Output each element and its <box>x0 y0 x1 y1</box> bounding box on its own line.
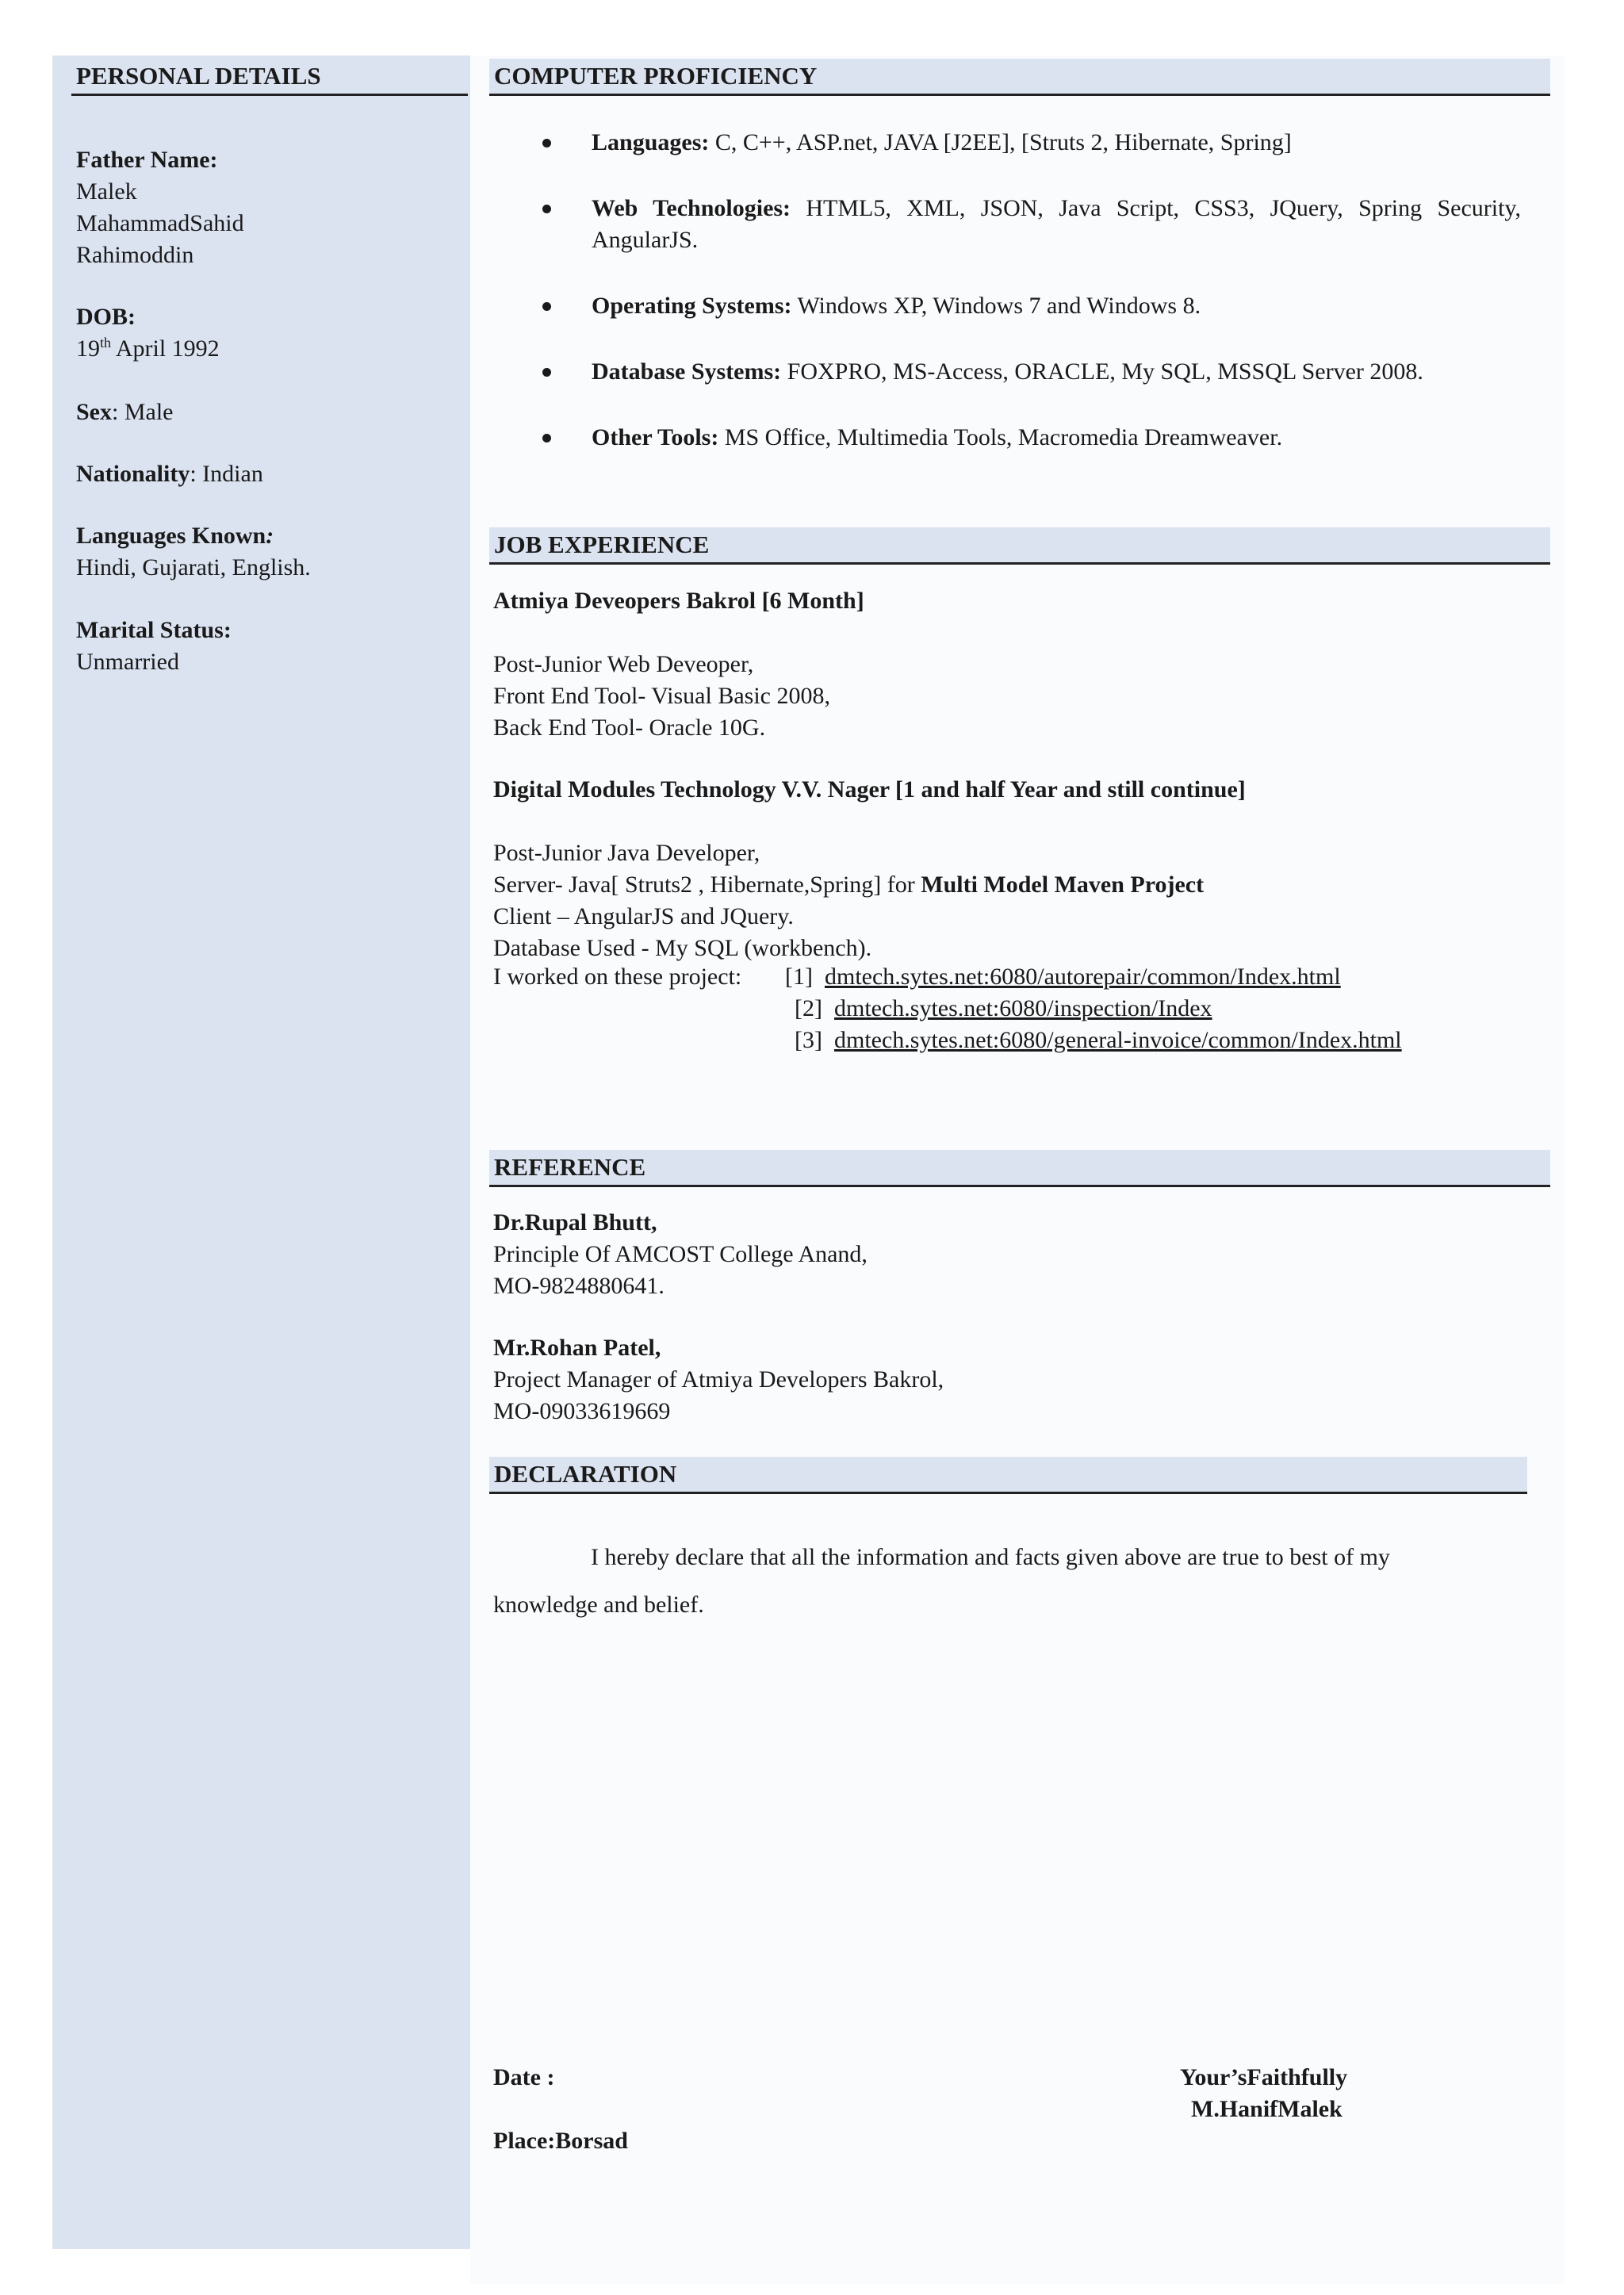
project-link[interactable]: dmtech.sytes.net:6080/autorepair/common/Index.html <box>824 964 1341 990</box>
dob-block <box>76 301 457 365</box>
bullet-icon <box>542 139 551 148</box>
proficiency-label: Languages: <box>592 129 710 155</box>
bullet-icon <box>542 302 551 311</box>
reference-header: REFERENCE <box>489 1150 1550 1187</box>
reference-2-line: MO-09033619669 <box>493 1398 671 1424</box>
bullet-icon <box>542 368 551 377</box>
dob-suffix: th <box>100 335 112 351</box>
proficiency-value: FOXPRO, MS-Access, ORACLE, My SQL, MSSQL Server 2008. <box>781 358 1423 385</box>
reference-2-name: Mr.Rohan Patel, <box>493 1335 661 1361</box>
father-name-line: MahammadSahid <box>76 210 244 236</box>
closing-text: Your’sFaithfully <box>1180 2064 1348 2090</box>
project-link-row <box>795 993 1212 1025</box>
bullet-icon <box>542 205 551 213</box>
proficiency-item <box>493 356 1521 388</box>
languages-known-block <box>76 520 457 584</box>
proficiency-item <box>493 193 1521 256</box>
reference-1-line: Principle Of AMCOST College Anand, <box>493 1241 868 1267</box>
proficiency-label: Operating Systems: <box>592 293 792 319</box>
reference-1-name: Dr.Rupal Bhutt, <box>493 1209 657 1236</box>
proficiency-item <box>493 290 1521 322</box>
marital-status-value: Unmarried <box>76 649 179 675</box>
job-1-title: Atmiya Deveopers Bakrol [6 Month] <box>493 588 864 614</box>
dob-value <box>76 333 457 365</box>
proficiency-label: Database Systems: <box>592 358 782 385</box>
reference-1-line: MO-9824880641. <box>493 1273 665 1299</box>
proficiency-list <box>493 127 1521 488</box>
project-link[interactable]: dmtech.sytes.net:6080/general-invoice/common/Index.html <box>833 1027 1402 1053</box>
proficiency-value: HTML5, XML, JSON, Java Script, CSS3, JQuery, Spring Security, AngularJS. <box>592 195 1521 253</box>
languages-known-label-line <box>76 520 457 552</box>
project-number: [3] <box>795 1027 822 1053</box>
nationality-value: : Indian <box>190 461 263 487</box>
place-label: Place:Borsad <box>493 2128 628 2154</box>
personal-details-header: PERSONAL DETAILS <box>71 59 468 96</box>
reference-2-line: Project Manager of Atmiya Developers Bakrol, <box>493 1366 944 1393</box>
marital-status-block <box>76 615 457 678</box>
job-2-line <box>493 869 1540 901</box>
project-number: [1] <box>785 964 813 990</box>
declaration-line-2: knowledge and belief. <box>493 1592 704 1618</box>
project-link-row <box>785 961 1341 993</box>
dob-label: DOB: <box>76 304 136 330</box>
bullet-icon <box>542 434 551 443</box>
job-2-line: Database Used - My SQL (workbench). <box>493 935 872 961</box>
sex-value: : Male <box>112 399 174 425</box>
father-name-line: Malek <box>76 178 137 205</box>
father-name-line: Rahimoddin <box>76 242 194 268</box>
languages-known-label: Languages Known <box>76 523 266 549</box>
declaration-header: DECLARATION <box>489 1457 1527 1494</box>
reference-2-block <box>493 1332 1540 1427</box>
job-2-line: Post-Junior Java Developer, <box>493 840 760 866</box>
nationality-label: Nationality <box>76 461 190 487</box>
project-number: [2] <box>795 995 822 1021</box>
sidebar-background <box>52 56 470 2249</box>
job-1-block <box>493 585 1540 744</box>
job-2-block <box>493 774 1540 964</box>
proficiency-item <box>493 127 1521 159</box>
father-name-label: Father Name: <box>76 147 218 173</box>
declaration-line-1: I hereby declare that all the information and facts given above are true to best of my <box>591 1544 1390 1570</box>
proficiency-label: Other Tools: <box>592 424 719 450</box>
job-2-project-type: Multi Model Maven Project <box>921 872 1205 898</box>
languages-known-value: Hindi, Gujarati, English. <box>76 554 311 580</box>
nationality-field <box>76 458 457 490</box>
proficiency-value: MS Office, Multimedia Tools, Macromedia Dreamweaver. <box>718 424 1283 450</box>
project-link-row <box>795 1025 1402 1056</box>
date-label: Date : <box>493 2064 555 2090</box>
computer-proficiency-header: COMPUTER PROFICIENCY <box>489 59 1550 96</box>
proficiency-item <box>493 422 1521 454</box>
proficiency-value: C, C++, ASP.net, JAVA [J2EE], [Struts 2, Hibernate, Spring] <box>709 129 1292 155</box>
languages-known-colon: : <box>266 523 274 549</box>
dob-month-year: April 1992 <box>111 335 220 362</box>
dob-day: 19 <box>76 335 100 362</box>
job-1-line: Front End Tool- Visual Basic 2008, <box>493 683 830 709</box>
signature-name: M.HanifMalek <box>1191 2096 1342 2122</box>
reference-1-block <box>493 1207 1540 1302</box>
job-2-title: Digital Modules Technology V.V. Nager [1 and half Year and still continue] <box>493 776 1246 803</box>
job-experience-header: JOB EXPERIENCE <box>489 527 1550 565</box>
job-1-line: Post-Junior Web Deveoper, <box>493 651 754 677</box>
job-2-line: Client – AngularJS and JQuery. <box>493 903 794 929</box>
job-2-server: Server- Java[ Struts2 , Hibernate,Spring] for <box>493 872 921 898</box>
marital-status-label: Marital Status: <box>76 617 232 643</box>
projects-intro: I worked on these project: <box>493 964 742 990</box>
project-link[interactable]: dmtech.sytes.net:6080/inspection/Index <box>833 995 1212 1021</box>
sex-label: Sex <box>76 399 112 425</box>
father-name-block <box>76 144 457 271</box>
proficiency-value: Windows XP, Windows 7 and Windows 8. <box>791 293 1201 319</box>
job-1-line: Back End Tool- Oracle 10G. <box>493 715 766 741</box>
sex-field <box>76 397 457 428</box>
proficiency-label: Web Technologies: <box>592 195 791 221</box>
